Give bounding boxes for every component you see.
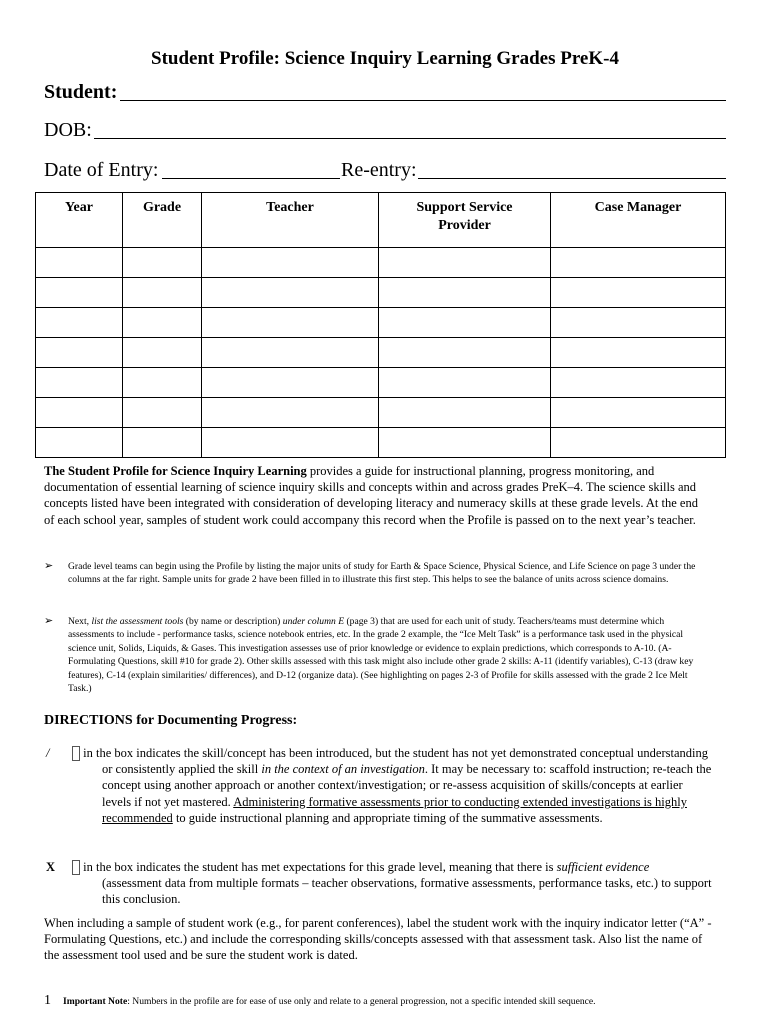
table-row <box>36 428 726 458</box>
table-cell[interactable] <box>202 338 379 368</box>
table-cell[interactable] <box>379 338 551 368</box>
col-header-support-service-provider: Support Service Provider <box>379 193 551 248</box>
student-line[interactable] <box>120 100 726 101</box>
table-cell[interactable] <box>36 248 123 278</box>
table-cell[interactable] <box>123 278 202 308</box>
table-cell[interactable] <box>379 368 551 398</box>
table-cell[interactable] <box>202 428 379 458</box>
page-number: 1 <box>44 993 51 1008</box>
note-label: Important Note <box>63 996 128 1007</box>
direction-met-expectations <box>46 859 712 908</box>
table-cell[interactable] <box>202 308 379 338</box>
table-cell[interactable] <box>379 428 551 458</box>
table-cell[interactable] <box>36 398 123 428</box>
staff-table <box>35 192 726 458</box>
table-cell[interactable] <box>202 278 379 308</box>
table-cell[interactable] <box>123 398 202 428</box>
reentry-label: Re-entry: <box>341 159 417 181</box>
intro-paragraph <box>44 463 704 528</box>
table-cell[interactable] <box>551 428 726 458</box>
table-row <box>36 398 726 428</box>
intro-bold-lead: The Student Profile for Science Inquiry Learning <box>44 464 307 478</box>
page-title: Student Profile: Science Inquiry Learning Grades PreK-4 <box>151 48 619 69</box>
entry-label: Date of Entry: <box>44 159 159 181</box>
table-cell[interactable] <box>36 308 123 338</box>
entry-line[interactable] <box>162 178 340 179</box>
footer-note <box>44 993 596 1009</box>
col-header-case-manager: Case Manager <box>551 193 726 248</box>
table-cell[interactable] <box>123 338 202 368</box>
table-cell[interactable] <box>551 308 726 338</box>
table-cell[interactable] <box>551 338 726 368</box>
dob-field <box>44 118 92 142</box>
table-cell[interactable] <box>551 278 726 308</box>
table-row <box>36 248 726 278</box>
arrow-bullet-icon: ➢ <box>44 615 54 627</box>
closing-paragraph: When including a sample of student work (e.g., for parent conferences), label the student work with the inquiry indicator letter (“A” - Formulating Questions, etc.) and include the corresponding skills/concepts assessed with that assessment task. Also list the name of the assessment tool used and be sure the student work is dated. <box>44 916 712 963</box>
direction-text: / in the box indicates the skill/concept has been introduced, but the student has not yet demonstrated conceptual understanding or consistently applied the skill in the context of an investigation. It may be necessary to: scaffold instruction; re-teach the concept using another approach or another context/investigation; or re-assess acquisition of skills/concepts at earlier levels if not yet mastered. Administering formative assessments prior to conducting extended investigations is highly recommended to guide instructional planning and appropriate timing of the summative assessments. <box>46 746 712 825</box>
col-header-teacher: Teacher <box>202 193 379 248</box>
slash-symbol: / <box>72 746 80 761</box>
entry-field <box>44 158 417 182</box>
bullet-item-units <box>44 560 704 587</box>
student-field <box>44 80 117 104</box>
reentry-line[interactable] <box>418 178 726 179</box>
note-text: : Numbers in the profile are for ease of use only and relate to a general progression, not a specific intended skill sequence. <box>127 996 596 1007</box>
table-header-row <box>36 193 726 248</box>
table-row <box>36 338 726 368</box>
col-header-grade: Grade <box>123 193 202 248</box>
dob-label: DOB: <box>44 119 92 141</box>
bullet-item-assessment-tools <box>44 615 704 695</box>
student-label: Student: <box>44 81 118 103</box>
arrow-bullet-icon: ➢ <box>44 560 54 572</box>
table-cell[interactable] <box>123 248 202 278</box>
table-cell[interactable] <box>551 398 726 428</box>
intro-text: provides a guide for instructional planning, progress monitoring, and documentation of essential learning of science inquiry skills and concepts within and across grades PreK–4. The science skills and concepts listed have been integrated with consideration of developing literacy and numeracy skills at these grade levels. At the end of each school year, samples of student work could accompany this record when the Profile is passed on to the next year’s teacher. <box>44 464 698 527</box>
x-symbol: X <box>72 860 80 875</box>
col-header-year: Year <box>36 193 123 248</box>
direction-introduced <box>46 745 712 826</box>
table-cell[interactable] <box>379 398 551 428</box>
table-cell[interactable] <box>36 368 123 398</box>
table-cell[interactable] <box>36 278 123 308</box>
table-cell[interactable] <box>36 338 123 368</box>
table-cell[interactable] <box>202 368 379 398</box>
table-row <box>36 368 726 398</box>
directions-heading: DIRECTIONS for Documenting Progress: <box>44 713 298 728</box>
table-cell[interactable] <box>551 248 726 278</box>
table-cell[interactable] <box>123 428 202 458</box>
bullet-text: Next, list the assessment tools (by name or description) under column E (page 3) that are used for each unit of study. Teachers/teams must determine which assessments to include - performance tasks, science notebook entries, etc. In the grade 2 example, the “Ice Melt Task” is a performance task used in the physical science unit, Solids, Liquids, & Gases. This investigation assesses use of prior knowledge or evidence to explain predictions, which corresponds to A-10. (A-Formulating Questions, skill #10 for grade 2). Other skills assessed with this task might also include other grade 2 skills: A-11 (identify variables), C-13 (draw key features), C-14 (explain similarities/ differences), and D-12 (organize data). (See highlighting on pages 2-3 of Profile for skills assessed with the grade 2 Ice Melt Task.) <box>68 616 694 695</box>
table-cell[interactable] <box>202 248 379 278</box>
table-row <box>36 278 726 308</box>
table-cell[interactable] <box>379 278 551 308</box>
table-cell[interactable] <box>379 308 551 338</box>
direction-text: X in the box indicates the student has met expectations for this grade level, meaning that there is sufficient evidence (assessment data from multiple formats – teacher observations, formative assessments, performance tasks, etc.) to support this conclusion. <box>46 860 712 907</box>
table-cell[interactable] <box>123 308 202 338</box>
table-cell[interactable] <box>379 248 551 278</box>
table-row <box>36 308 726 338</box>
bullet-text: Grade level teams can begin using the Profile by listing the major units of study for Earth & Space Science, Physical Science, and Life Science on page 3 under the columns at the far right. Sample units for grade 2 have been filled in to illustrate this first step. This helps to see the balance of units across science domains. <box>68 561 696 586</box>
table-cell[interactable] <box>202 398 379 428</box>
dob-line[interactable] <box>94 138 726 139</box>
table-cell[interactable] <box>123 368 202 398</box>
table-cell[interactable] <box>551 368 726 398</box>
table-cell[interactable] <box>36 428 123 458</box>
